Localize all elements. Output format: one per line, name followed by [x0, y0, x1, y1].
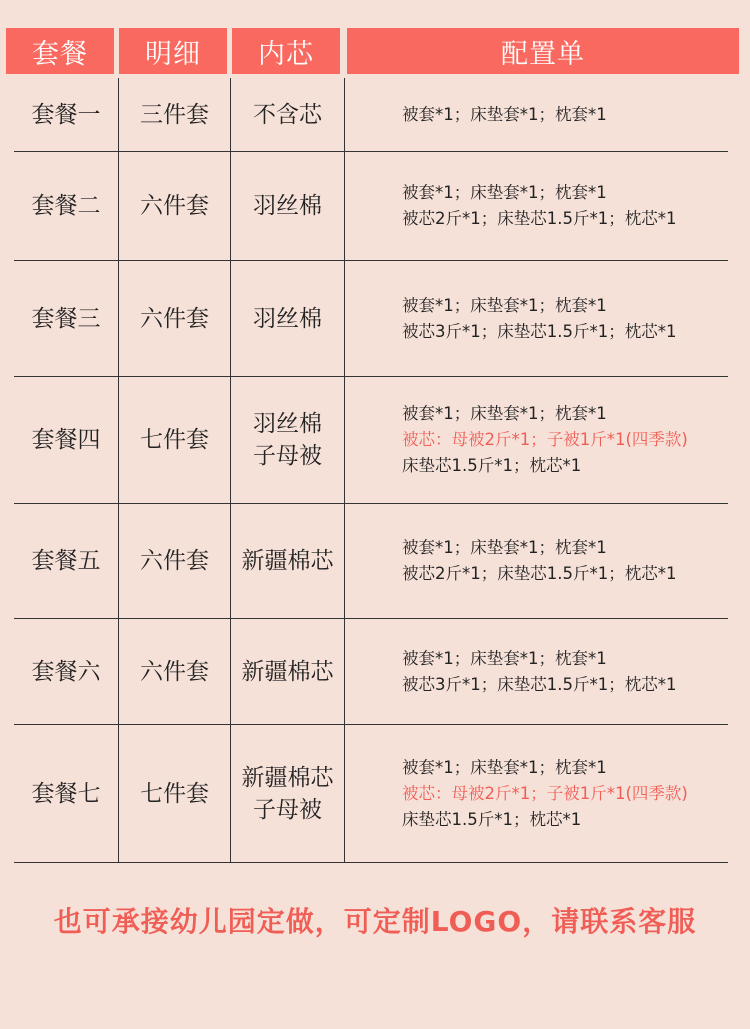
config-line: 被套*1；床垫套*1；枕套*1: [402, 648, 607, 668]
config-list: [402, 377, 728, 503]
package-name: 套餐二: [31, 193, 101, 219]
config-line: 被套*1；床垫套*1；枕套*1: [402, 404, 607, 423]
package-core: [231, 78, 344, 151]
package-name: 套餐一: [31, 101, 101, 128]
package-core: [231, 504, 344, 618]
config-line-highlight: 被芯：母被2斤*1；子被1斤*1(四季款): [402, 783, 688, 803]
core-line: 新疆棉芯: [241, 548, 334, 574]
package-core: [231, 261, 344, 376]
config-line: 被芯3斤*1；床垫芯1.5斤*1；枕芯*1: [402, 321, 677, 341]
config-list: [402, 619, 728, 724]
config-line: 被芯3斤*1；床垫芯1.5斤*1；枕芯*1: [402, 674, 677, 694]
config-list: [402, 725, 728, 862]
table-row: [14, 504, 728, 619]
table-row: [14, 377, 728, 504]
core-line: 羽丝棉: [253, 305, 322, 332]
package-core: [231, 725, 344, 862]
package-detail: 七件套: [140, 427, 209, 453]
header-package: 套餐: [6, 28, 114, 74]
config-list: [402, 504, 728, 618]
package-core: [231, 619, 344, 724]
config-list: [402, 78, 728, 151]
config-line: 被芯2斤*1；床垫芯1.5斤*1；枕芯*1: [402, 564, 677, 583]
config-line: 被套*1；床垫套*1；枕套*1: [402, 295, 607, 315]
table-row: [14, 619, 728, 725]
package-name: 套餐四: [31, 427, 101, 453]
package-detail: 六件套: [140, 305, 209, 332]
package-detail: 三件套: [140, 101, 209, 128]
core-line: 羽丝棉: [253, 193, 322, 219]
package-detail: 六件套: [140, 193, 209, 219]
table-row: [14, 725, 728, 863]
header-config: 配置单: [347, 28, 739, 74]
package-detail: 六件套: [140, 548, 209, 574]
core-line: 新疆棉芯: [241, 658, 334, 685]
config-line: 被套*1；床垫套*1；枕套*1: [402, 538, 607, 557]
package-name: 套餐三: [31, 305, 101, 332]
table-header: [0, 28, 750, 74]
config-line-highlight: 被芯：母被2斤*1；子被1斤*1(四季款): [402, 430, 688, 449]
core-line: 子母被: [253, 796, 322, 823]
core-line: 不含芯: [253, 101, 322, 128]
package-name: 套餐六: [31, 658, 101, 685]
config-list: [402, 152, 728, 260]
header-core: 内芯: [232, 28, 340, 74]
package-detail: 六件套: [140, 658, 209, 685]
package-core: [231, 152, 344, 260]
config-line: 床垫芯1.5斤*1；枕芯*1: [402, 809, 582, 829]
package-name: 套餐五: [31, 548, 101, 574]
config-line: 被芯2斤*1；床垫芯1.5斤*1；枕芯*1: [402, 209, 677, 228]
package-detail: 七件套: [140, 780, 209, 807]
footer-note: 也可承接幼儿园定做，可定制LOGO，请联系客服: [53, 905, 697, 938]
config-line: 床垫芯1.5斤*1；枕芯*1: [402, 456, 582, 475]
table-row: [14, 261, 728, 377]
core-line: 羽丝棉: [253, 411, 322, 437]
config-line: 被套*1；床垫套*1；枕套*1: [402, 757, 607, 777]
package-core: [231, 377, 344, 503]
table-row: [14, 152, 728, 261]
package-name: 套餐七: [31, 780, 101, 807]
package-table: [14, 78, 728, 863]
core-line: 新疆棉芯: [241, 764, 334, 791]
header-detail: 明细: [119, 28, 227, 74]
table-row: [14, 78, 728, 152]
config-line: 被套*1；床垫套*1；枕套*1: [402, 104, 607, 124]
config-list: [402, 261, 728, 376]
config-line: 被套*1；床垫套*1；枕套*1: [402, 183, 607, 202]
core-line: 子母被: [253, 443, 322, 469]
